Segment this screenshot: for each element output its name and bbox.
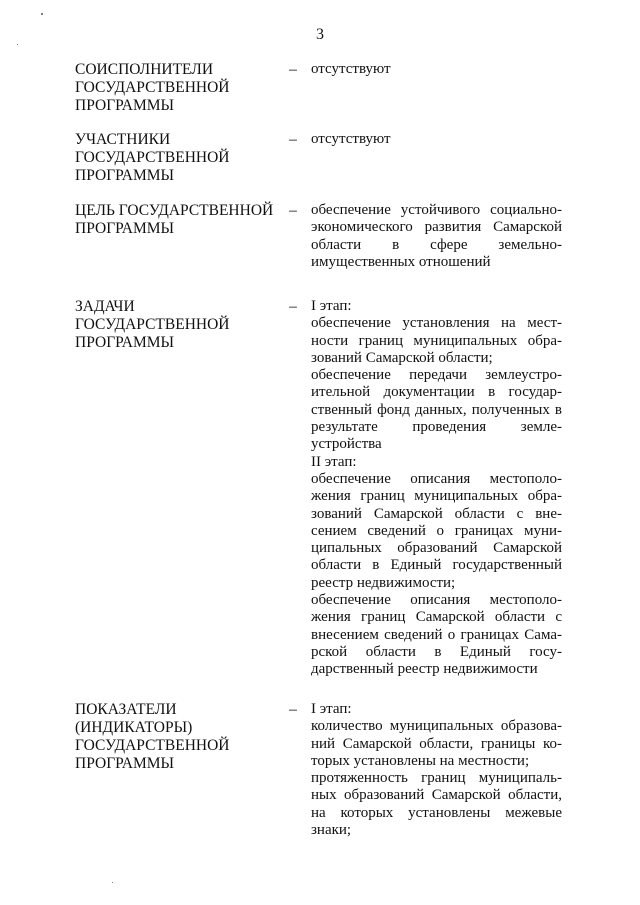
section-label — [75, 701, 285, 773]
section-value-line: ных образований Самарской области, — [311, 787, 562, 804]
section-value-line: ительной документации в государ- — [311, 384, 562, 401]
section-label-line: ГОСУДАРСТВЕННОЙ — [75, 149, 230, 166]
scan-speck — [112, 882, 113, 883]
section-value — [311, 298, 562, 679]
section-value-line: ности границ муниципальных обра- — [311, 332, 562, 349]
section-label-line: ГОСУДАРСТВЕННОЙ — [75, 737, 230, 754]
page-number: 3 — [316, 26, 324, 43]
section-value-line: торых установлены на местности; — [311, 752, 530, 769]
section-value-line: внесением сведений о границах Сама- — [311, 626, 562, 643]
section-value — [311, 131, 562, 148]
section-value-line: жения границ муниципальных обра- — [311, 488, 562, 505]
section-value-line: обеспечение описания местополо- — [311, 470, 562, 487]
section-value-line: рской области в Единый госу- — [311, 643, 562, 660]
section-value — [311, 701, 562, 839]
section-label-line: ГОСУДАРСТВЕННОЙ — [75, 79, 230, 96]
section-label-line: ПОКАЗАТЕЛИ — [75, 701, 177, 718]
section-label-line: СОИСПОЛНИТЕЛИ — [75, 61, 214, 78]
section-value-line: на которых установлены межевые — [311, 804, 562, 821]
section-dash: – — [289, 202, 297, 219]
section-value — [311, 61, 562, 78]
section-value-line: экономического развития Самарской — [311, 219, 562, 236]
section-value-line: дарственный реестр недвижимости — [311, 661, 538, 678]
section-value-line: сением сведений о границах муни- — [311, 522, 562, 539]
section-label — [75, 202, 285, 238]
section-label-line: ЦЕЛЬ ГОСУДАРСТВЕННОЙ — [75, 202, 274, 219]
section-label-line: ЗАДАЧИ — [75, 298, 135, 315]
section-value-line: отсутствуют — [311, 131, 391, 147]
section-label-line: ГОСУДАРСТВЕННОЙ — [75, 316, 230, 333]
section-value-line: области в Единый государственный — [311, 557, 562, 574]
section-value-line: протяженность границ муниципаль- — [311, 770, 562, 787]
section-label — [75, 131, 285, 185]
section-value-line: обеспечение установления на мест- — [311, 315, 562, 332]
section-value-line: области в сфере земельно- — [311, 236, 562, 253]
section-dash: – — [289, 61, 297, 78]
section-value-line: I этап: — [311, 298, 352, 314]
section-label-line: ПРОГРАММЫ — [75, 334, 175, 351]
section-label-line: ПРОГРАММЫ — [75, 97, 175, 114]
section-label-line: ПРОГРАММЫ — [75, 220, 175, 237]
section-dash: – — [289, 131, 297, 148]
section-label — [75, 298, 285, 352]
section-value-line: зований Самарской области с вне- — [311, 505, 562, 522]
section-value-line: жения границ Самарской области с — [311, 609, 562, 626]
section-value-line: обеспечение передачи землеустро- — [311, 367, 562, 384]
section-value-line: результате проведения земле- — [311, 419, 562, 436]
section-value — [311, 202, 562, 271]
section-value-line: обеспечение описания местополо- — [311, 592, 562, 609]
section-label-line: УЧАСТНИКИ — [75, 131, 171, 148]
section-label — [75, 61, 285, 115]
scan-speck — [41, 13, 43, 15]
section-label-line: ПРОГРАММЫ — [75, 167, 175, 184]
section-label-line: ПРОГРАММЫ — [75, 755, 175, 772]
section-dash: – — [289, 298, 297, 315]
section-value-line: ний Самарской области, границы ко- — [311, 735, 562, 752]
section-value-line: II этап: — [311, 453, 357, 470]
scan-speck — [17, 44, 18, 45]
section-value-line: отсутствуют — [311, 61, 391, 77]
section-value-line: устройства — [311, 436, 382, 453]
section-value-line: имущественных отношений — [311, 253, 491, 270]
section-value-line: знаки; — [311, 822, 352, 839]
section-label-line: (ИНДИКАТОРЫ) — [75, 719, 193, 736]
section-value-line: обеспечение устойчивого социально- — [311, 202, 562, 218]
section-value-line: ципальных образований Самарской — [311, 540, 562, 557]
section-value-line: ственный фонд данных, полученных в — [311, 401, 562, 418]
section-value-line: реестр недвижимости; — [311, 574, 456, 591]
section-dash: – — [289, 701, 297, 718]
section-value-line: I этап: — [311, 701, 352, 717]
section-value-line: количество муниципальных образова- — [311, 718, 562, 735]
section-value-line: зований Самарской области; — [311, 349, 493, 366]
